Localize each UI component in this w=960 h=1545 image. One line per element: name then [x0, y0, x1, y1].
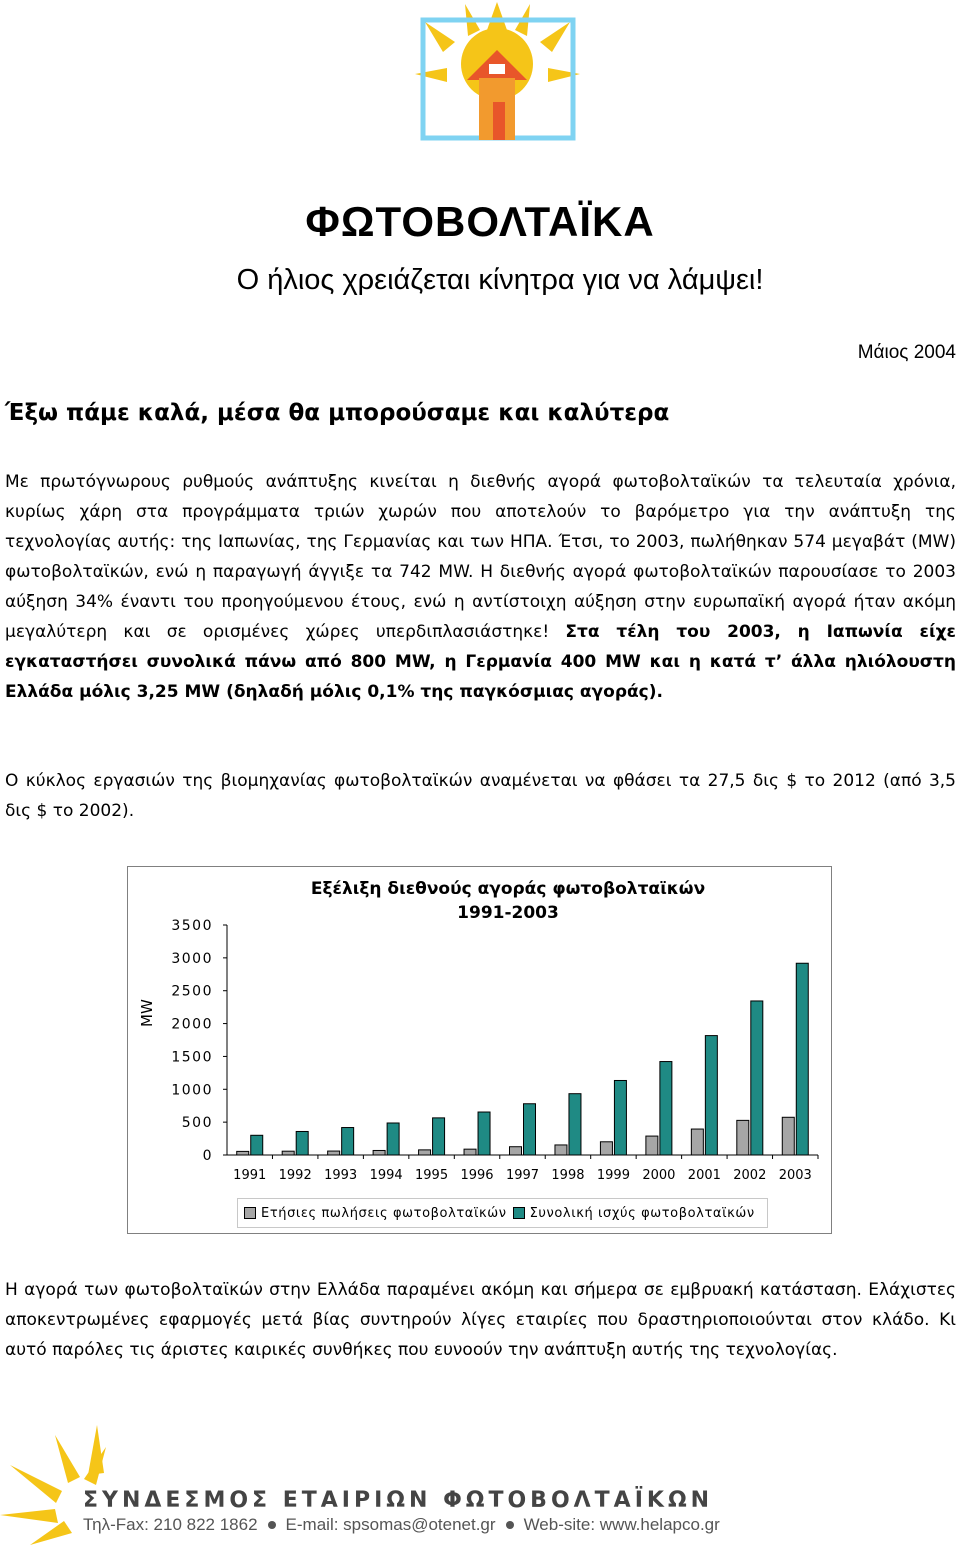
- x-tick-label: 2001: [687, 1168, 721, 1183]
- legend-item-sales: [244, 1206, 507, 1221]
- chart-title: Εξέλιξη διεθνούς αγοράς φωτοβολταϊκών: [310, 879, 706, 899]
- bar-sales: [737, 1120, 749, 1155]
- y-tick-label: 500: [181, 1115, 213, 1132]
- x-tick-label: 1996: [460, 1168, 494, 1183]
- bullet-dot: [268, 1521, 276, 1529]
- bar-sales: [237, 1151, 249, 1155]
- y-tick-label: 1000: [171, 1082, 213, 1099]
- x-tick-label: 1995: [415, 1168, 449, 1183]
- x-tick-label: 1992: [278, 1168, 312, 1183]
- chart-legend: [237, 1198, 768, 1228]
- bar-capacity: [387, 1123, 399, 1155]
- bar-sales: [646, 1136, 658, 1155]
- bar-capacity: [660, 1062, 672, 1155]
- page-subtitle: Ο ήλιος χρειάζεται κίνητρα για να λάμψει!: [236, 264, 764, 296]
- x-tick-label: 1997: [505, 1168, 540, 1183]
- legend-label-capacity: Συνολική ισχύς φωτοβολταϊκών: [529, 1205, 755, 1221]
- x-tick-label: 1993: [324, 1168, 358, 1183]
- publication-date: Μάιος 2004: [857, 342, 956, 363]
- bullet-dot: [506, 1521, 514, 1529]
- y-tick-label: 1500: [171, 1049, 213, 1066]
- bar-capacity: [796, 963, 808, 1155]
- x-tick-label: 1994: [369, 1168, 403, 1183]
- bar-capacity: [569, 1094, 581, 1155]
- bar-capacity: [342, 1128, 354, 1155]
- association-name: ΣΥΝΔΕΣΜΟΣ ΕΤΑΙΡΙΩΝ ΦΩΤΟΒΟΛΤΑΪΚΩΝ: [83, 1488, 714, 1513]
- contact-line: [83, 1515, 720, 1535]
- greek-market-paragraph: Η αγορά των φωτοβολταϊκών στην Ελλάδα παραμένει ακόμη και σήμερα σε εμβρυακή κατάσταση. Ελάχιστες αποκεντρωμένες εφαρμογές μετά βίας συντηρούν λίγες εταιρίες που δραστηριοποιούνται στον κλάδο. Κι αυτό παρόλες τις άριστες καιρικές συνθήκες που ευνοούν την ανάπτυξη αυτής της τεχνολογίας.: [5, 1280, 956, 1360]
- bar-capacity: [433, 1118, 445, 1155]
- bar-sales: [555, 1145, 567, 1155]
- bar-sales: [282, 1151, 294, 1155]
- legend-swatch-capacity: [513, 1207, 525, 1219]
- bar-capacity: [251, 1135, 263, 1155]
- x-tick-label: 1998: [551, 1168, 585, 1183]
- section-heading: Έξω πάμε καλά, μέσα θα μπορούσαμε και καλύτερα: [5, 400, 670, 426]
- chart-plot: [128, 867, 831, 1197]
- bar-sales: [782, 1117, 794, 1155]
- bar-capacity: [478, 1112, 490, 1155]
- x-tick-label: 2000: [642, 1168, 676, 1183]
- y-tick-label: 2500: [171, 983, 213, 1000]
- bar-sales: [464, 1149, 476, 1155]
- bar-capacity: [524, 1104, 536, 1155]
- contact-website[interactable]: Web-site: www.helapco.gr: [523, 1515, 720, 1534]
- legend-label-sales: Ετήσιες πωλήσεις φωτοβολταϊκών: [261, 1205, 507, 1221]
- bar-sales: [373, 1150, 385, 1155]
- y-tick-label: 0: [202, 1148, 213, 1164]
- page-title: ΦΩΤΟΒΟΛΤΑΪΚΑ: [305, 198, 655, 245]
- bar-capacity: [751, 1001, 763, 1155]
- bar-capacity: [705, 1036, 717, 1155]
- legend-swatch-sales: [244, 1207, 256, 1219]
- intro-paragraph: [5, 467, 956, 707]
- y-tick-label: 3000: [171, 950, 213, 967]
- bar-sales: [691, 1129, 703, 1155]
- y-tick-label: 2000: [171, 1016, 213, 1033]
- contact-email[interactable]: E-mail: spsomas@otenet.gr: [285, 1515, 496, 1534]
- intro-bold-text: Στα τέλη του 2003, η Ιαπωνία είχε εγκαταστήσει συνολικά πάνω από 800 MW, η Γερμανία 400 MW και η κατά τ’ άλλα ηλιόλουστη Ελλάδα μόλις 3,25 MW (δηλαδή μόλις 0,1% της παγκόσμιας αγοράς).: [5, 622, 956, 702]
- y-axis-label: MW: [138, 999, 156, 1027]
- legend-item-capacity: [513, 1206, 755, 1221]
- x-tick-label: 2002: [733, 1168, 767, 1183]
- intro-text: Με πρωτόγνωρους ρυθμούς ανάπτυξης κινείται η διεθνής αγορά φωτοβολταϊκών τα τελευταία χρόνια, κυρίως χάρη στα προγράμματα τριών χωρών που αποτελούν το βαρόμετρο για την ανάπτυξη της τεχνολογίας αυτής: της Ιαπωνίας, της Γερμανίας και των ΗΠΑ. Έτσι, το 2003, πωλήθηκαν 574 μεγαβάτ (MW) φωτοβολταϊκών, ενώ η παραγωγή άγγιξε τα 742 MW. Η διεθνής αγορά φωτοβολταϊκών παρουσίασε το 2003 αύξηση 34% έναντι του προηγούμενου έτους, ενώ η αντίστοιχη αύξηση στην ευρωπαϊκή αγορά ήταν ακόμη μεγαλύτερη και σε ορισμένες χώρες υπερδιπλασιάστηκε!: [5, 472, 956, 642]
- bar-sales: [600, 1142, 612, 1155]
- bar-sales: [510, 1147, 522, 1155]
- revenue-paragraph: Ο κύκλος εργασιών της βιομηχανίας φωτοβολταϊκών αναμένεται να φθάσει τα 27,5 δις $ το 2012 (από 3,5 δις $ το 2002).: [5, 771, 956, 821]
- bar-sales: [419, 1150, 431, 1155]
- x-tick-label: 2003: [778, 1168, 812, 1183]
- chart-title-years: 1991-2003: [457, 903, 559, 923]
- bar-capacity: [614, 1080, 626, 1155]
- x-tick-label: 1991: [233, 1168, 267, 1183]
- x-tick-label: 1999: [596, 1168, 630, 1183]
- market-chart: [127, 866, 832, 1234]
- contact-phone: Τηλ-Fax: 210 822 1862: [83, 1515, 258, 1534]
- y-tick-label: 3500: [171, 918, 213, 934]
- bar-sales: [328, 1151, 340, 1155]
- sun-house-logo: [415, 2, 580, 147]
- bar-capacity: [296, 1131, 308, 1155]
